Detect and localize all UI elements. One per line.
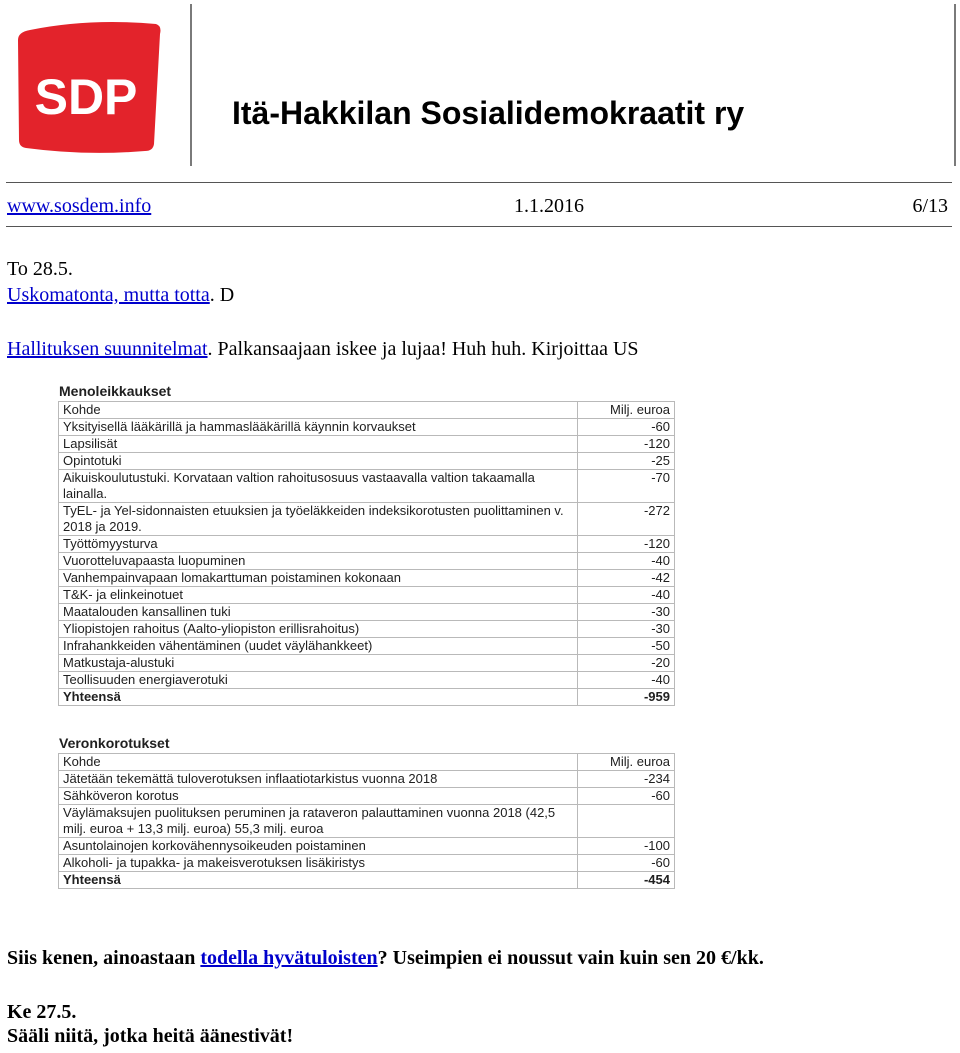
budget-cuts-title: Menoleikkaukset — [59, 383, 172, 399]
post2-line — [7, 338, 639, 361]
row-amount: -40 — [578, 587, 675, 604]
post3-line — [7, 947, 764, 970]
row-amount: -100 — [578, 838, 675, 855]
tax-increases-table — [58, 734, 675, 889]
row-item: Alkoholi- ja tupakka- ja makeisverotuksen lisäkiristys — [59, 855, 578, 872]
tax-increases-grid — [58, 753, 675, 889]
row-item: Aikuiskoulutustuki. Korvataan valtion rahoitusosuus vastaavalla valtion takaamalla lainalla. — [59, 470, 578, 503]
row-item: Vanhempainvapaan lomakarttuman poistaminen kokonaan — [59, 570, 578, 587]
table-row — [59, 419, 675, 436]
table-row — [59, 771, 675, 788]
table-row — [59, 621, 675, 638]
post2-text: . Palkansaajaan iskee ja lujaa! Huh huh. Kirjoittaa US — [207, 338, 639, 360]
post1-link[interactable]: Uskomatonta, mutta totta — [7, 284, 210, 306]
page-number: 6/13 — [912, 195, 948, 217]
table-row — [59, 838, 675, 855]
table-row — [59, 788, 675, 805]
total-amount: -454 — [578, 872, 675, 889]
post3-prefix: Siis kenen, ainoastaan — [7, 947, 201, 969]
row-item: Infrahankkeiden vähentäminen (uudet väylähankkeet) — [59, 638, 578, 655]
table-row — [59, 638, 675, 655]
row-amount — [578, 805, 675, 838]
row-amount: -25 — [578, 453, 675, 470]
header-amount: Milj. euroa — [578, 754, 675, 771]
header-item: Kohde — [59, 754, 578, 771]
table-row — [59, 805, 675, 838]
table-row — [59, 436, 675, 453]
table-row — [59, 553, 675, 570]
logo-text: SDP — [34, 69, 138, 125]
total-amount: -959 — [578, 689, 675, 706]
header-divider-right — [954, 4, 956, 166]
row-amount: -70 — [578, 470, 675, 503]
row-amount: -20 — [578, 655, 675, 672]
row-amount: -60 — [578, 855, 675, 872]
row-amount: -60 — [578, 788, 675, 805]
table-row — [59, 587, 675, 604]
tax-increases-title: Veronkorotukset — [59, 735, 170, 751]
table-row — [59, 470, 675, 503]
row-item: Matkustaja-alustuki — [59, 655, 578, 672]
header-item: Kohde — [59, 402, 578, 419]
meta-rule-bottom — [6, 226, 952, 227]
table-row — [59, 655, 675, 672]
document-date: 1.1.2016 — [514, 195, 584, 217]
table-row — [59, 672, 675, 689]
row-item: Maatalouden kansallinen tuki — [59, 604, 578, 621]
row-amount: -40 — [578, 553, 675, 570]
meta-rule-top — [6, 182, 952, 183]
post3-suffix: ? Useimpien ei noussut vain kuin sen 20 €/kk. — [377, 947, 764, 969]
row-amount: -120 — [578, 436, 675, 453]
post4-text: Sääli niitä, jotka heitä äänestivät! — [7, 1025, 294, 1047]
row-amount: -234 — [578, 771, 675, 788]
post1-date: To 28.5. — [7, 258, 73, 280]
row-amount: -30 — [578, 604, 675, 621]
table-row — [59, 536, 675, 553]
row-item: Väylämaksujen puolituksen peruminen ja rataveron palauttaminen vuonna 2018 (42,5 milj. euroa + 13,3 milj. euroa) 55,3 milj. euroa — [59, 805, 578, 838]
post3-link[interactable]: todella hyvätuloisten — [200, 947, 378, 969]
total-label: Yhteensä — [59, 689, 578, 706]
table-header-row — [59, 402, 675, 419]
row-item: Asuntolainojen korkovähennysoikeuden poistaminen — [59, 838, 578, 855]
total-row — [59, 872, 675, 889]
table-row — [59, 453, 675, 470]
row-item: Jätetään tekemättä tuloverotuksen inflaatiotarkistus vuonna 2018 — [59, 771, 578, 788]
row-amount: -42 — [578, 570, 675, 587]
total-row — [59, 689, 675, 706]
row-amount: -50 — [578, 638, 675, 655]
table-row — [59, 855, 675, 872]
row-amount: -120 — [578, 536, 675, 553]
total-label: Yhteensä — [59, 872, 578, 889]
row-item: Vuorotteluvapaasta luopuminen — [59, 553, 578, 570]
row-amount: -40 — [578, 672, 675, 689]
table-row — [59, 570, 675, 587]
row-amount: -30 — [578, 621, 675, 638]
row-item: Opintotuki — [59, 453, 578, 470]
site-title: Itä-Hakkilan Sosialidemokraatit ry — [232, 95, 745, 131]
row-amount: -60 — [578, 419, 675, 436]
table-row — [59, 503, 675, 536]
post1-suffix: . D — [209, 284, 235, 306]
page-header — [0, 0, 960, 170]
row-item: Yliopistojen rahoitus (Aalto-yliopiston erillisrahoitus) — [59, 621, 578, 638]
row-item: TyEL- ja Yel-sidonnaisten etuuksien ja työeläkkeiden indeksikorotusten puolittaminen v. 2018 ja 2019. — [59, 503, 578, 536]
row-item: T&K- ja elinkeinotuet — [59, 587, 578, 604]
budget-cuts-grid — [58, 401, 675, 706]
header-divider-left — [190, 4, 192, 166]
row-item: Lapsilisät — [59, 436, 578, 453]
row-item: Yksityisellä lääkärillä ja hammaslääkärillä käynnin korvaukset — [59, 419, 578, 436]
row-item: Teollisuuden energiaverotuki — [59, 672, 578, 689]
table-header-row — [59, 754, 675, 771]
site-url-link[interactable]: www.sosdem.info — [7, 195, 152, 217]
table-row — [59, 604, 675, 621]
sdp-logo — [16, 20, 162, 154]
row-item: Työttömyysturva — [59, 536, 578, 553]
row-item: Sähköveron korotus — [59, 788, 578, 805]
budget-cuts-table — [58, 382, 675, 706]
post1-line — [7, 284, 234, 307]
post2-link[interactable]: Hallituksen suunnitelmat — [7, 338, 208, 360]
post4-date: Ke 27.5. — [7, 1001, 77, 1023]
header-amount: Milj. euroa — [578, 402, 675, 419]
row-amount: -272 — [578, 503, 675, 536]
